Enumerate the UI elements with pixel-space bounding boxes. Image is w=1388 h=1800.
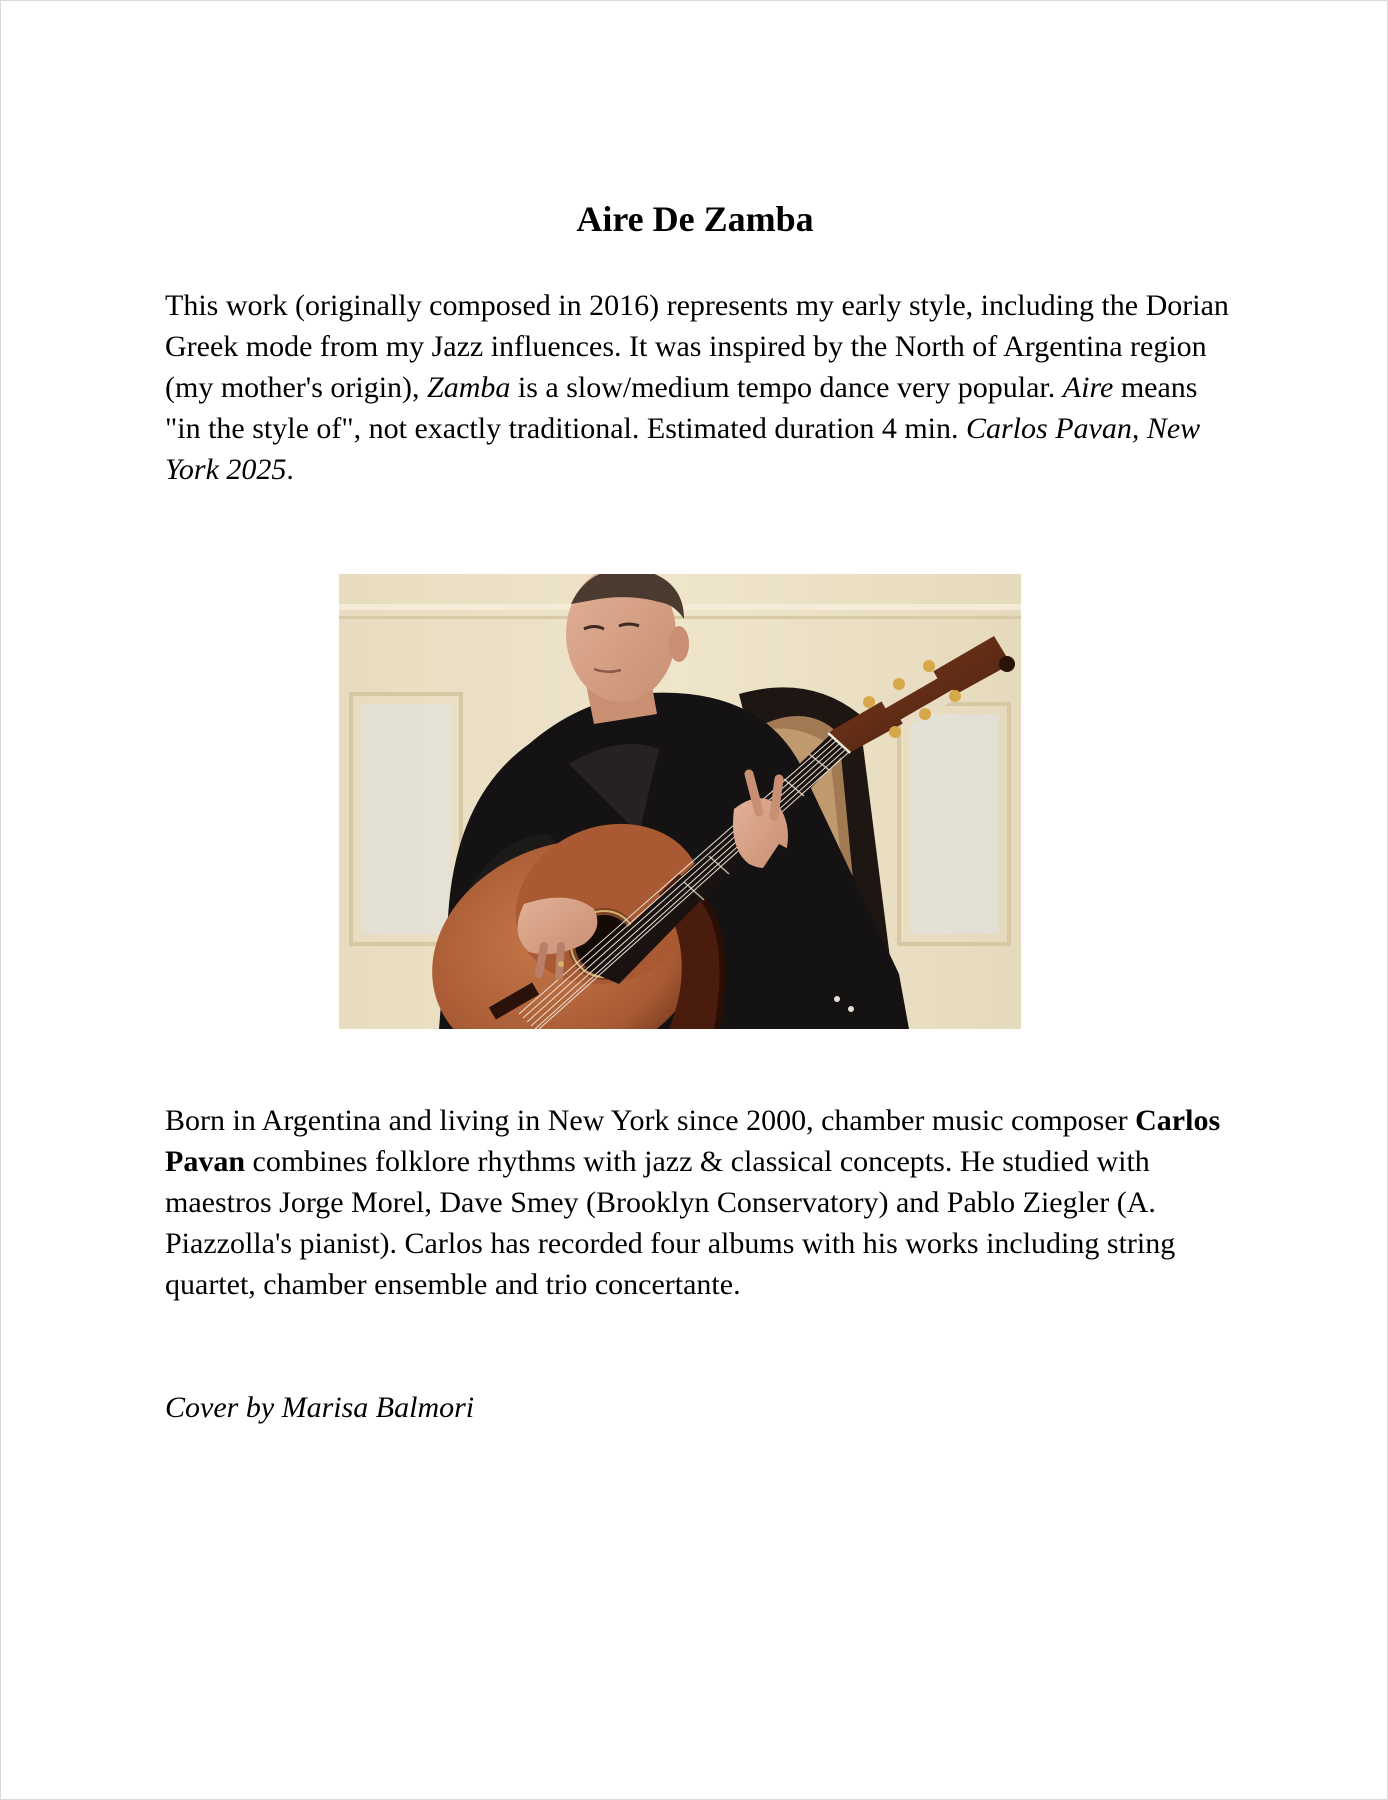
intro-text-4: . (286, 453, 294, 486)
signature-line: Carlos Pavan, New York 2025 (165, 412, 1201, 486)
bio-paragraph (165, 1100, 1235, 1305)
intro-text-1: This work (originally composed in 2016) represents my early style, including the Dorian Greek mode from my Jazz influences. It was inspired by the North of Argentina region (my mother's origin), (165, 289, 1229, 404)
zamba-term: Zamba (427, 371, 511, 404)
document-title: Aire De Zamba (576, 199, 814, 239)
composer-name: Carlos Pavan (165, 1104, 1221, 1178)
intro-text-3: means "in the style of", not exactly traditional. Estimated duration 4 min. (165, 371, 1198, 445)
intro-text-2: is a slow/medium tempo dance very popular. (510, 371, 1063, 404)
guitarist-photo (339, 574, 1021, 1029)
bio-text-1: Born in Argentina and living in New York since 2000, chamber music composer (165, 1104, 1136, 1137)
intro-paragraph (165, 285, 1235, 490)
aire-term: Aire (1062, 371, 1114, 404)
cover-credit-text: Cover by Marisa Balmori (165, 1391, 475, 1424)
bio-text-2: combines folklore rhythms with jazz & classical concepts. He studied with maestros Jorge Morel, Dave Smey (Brooklyn Conservatory) and Pablo Ziegler (A. Piazzolla's pianist). Carlos has recorded four albums with his works including string quartet, chamber ensemble and trio concertante. (165, 1145, 1176, 1301)
cover-credit (165, 1387, 1235, 1428)
